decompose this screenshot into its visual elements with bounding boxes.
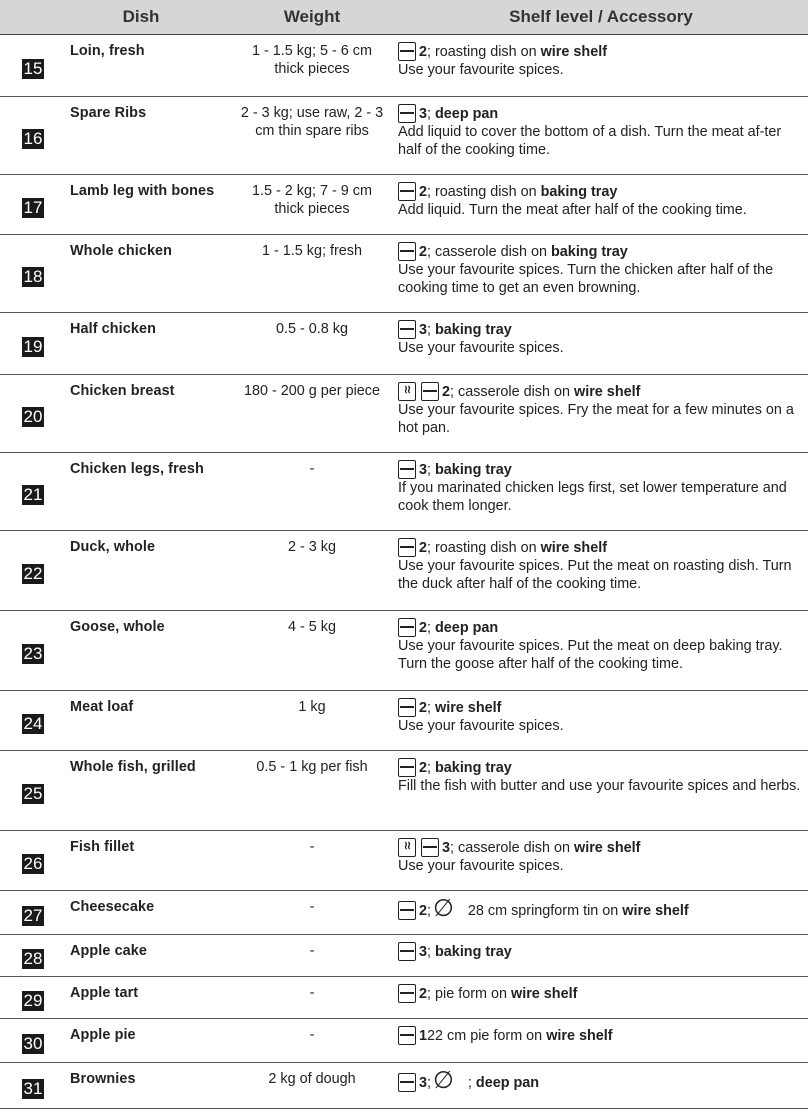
cooking-note: Use your favourite spices. — [398, 62, 564, 78]
accessory-text: ; pie form on — [427, 986, 511, 1002]
dish-name: Lamb leg with bones — [52, 175, 230, 235]
row-number-cell — [0, 977, 52, 1019]
table-row — [0, 691, 808, 751]
dish-weight: 0.5 - 1 kg per fish — [230, 751, 394, 831]
accessory-name: wire shelf — [511, 986, 578, 1002]
shelf-accessory-line — [398, 320, 804, 339]
row-number: 15 — [23, 58, 43, 78]
row-number-cell — [0, 313, 52, 375]
shelf-accessory-line — [398, 1067, 804, 1094]
accessory-name: wire shelf — [546, 1028, 613, 1044]
shelf-level-icon — [398, 320, 416, 339]
row-number-cell — [0, 35, 52, 97]
shelf-accessory-line — [398, 618, 804, 637]
shelf-cell — [394, 375, 808, 453]
dish-name: Apple cake — [52, 935, 230, 977]
shelf-level: 3 — [442, 840, 451, 856]
cooking-note: Fill the fish with butter and use your favourite spices and herbs. — [398, 778, 801, 794]
table-row — [0, 35, 808, 97]
shelf-cell — [394, 35, 808, 97]
dish-name: Brownies — [52, 1063, 230, 1109]
accessory-name: deep pan — [435, 620, 499, 636]
accessory-text: ; roasting dish on — [427, 540, 541, 556]
shelf-accessory-line — [398, 538, 804, 557]
row-number-cell — [0, 235, 52, 313]
row-number-cell — [0, 611, 52, 691]
accessory-text: ; — [467, 1075, 476, 1091]
row-number: 16 — [23, 128, 43, 148]
shelf-level-icon — [398, 1026, 416, 1045]
row-number-cell — [0, 453, 52, 531]
row-number: 22 — [23, 563, 43, 583]
cooking-note: Use your favourite spices. Put the meat on deep baking tray. Turn the goose after half of the cooking time. — [398, 638, 783, 672]
dish-weight: 1 kg — [230, 691, 394, 751]
row-number: 20 — [23, 406, 43, 426]
table-row — [0, 313, 808, 375]
row-number-cell — [0, 1019, 52, 1063]
table-row — [0, 375, 808, 453]
accessory-text: ; — [427, 322, 436, 338]
dish-name: Cheesecake — [52, 891, 230, 935]
shelf-cell — [394, 97, 808, 175]
shelf-level: 2 — [419, 184, 428, 200]
shelf-level-icon — [421, 838, 439, 857]
row-number: 18 — [23, 266, 43, 286]
dish-name: Apple pie — [52, 1019, 230, 1063]
accessory-name: deep pan — [475, 1075, 540, 1091]
accessory-name: wire shelf — [540, 44, 607, 60]
shelf-accessory-line — [398, 382, 804, 401]
accessory-text: ; — [427, 106, 436, 122]
header-num — [0, 0, 52, 35]
accessory-name: wire shelf — [574, 840, 641, 856]
shelf-level: 2 — [419, 44, 428, 60]
shelf-level: 3 — [419, 106, 428, 122]
cooking-note: Use your favourite spices. — [398, 340, 564, 356]
shelf-cell — [394, 453, 808, 531]
dish-name: Apple tart — [52, 977, 230, 1019]
row-number-cell — [0, 531, 52, 611]
row-number: 25 — [23, 783, 43, 803]
dish-name: Duck, whole — [52, 531, 230, 611]
accessory-name: wire shelf — [540, 540, 607, 556]
table-row — [0, 1019, 808, 1063]
shelf-accessory-line — [398, 1026, 804, 1045]
accessory-text: ; roasting dish on — [427, 184, 541, 200]
table-row — [0, 935, 808, 977]
dish-weight: 4 - 5 kg — [230, 611, 394, 691]
accessory-name: baking tray — [435, 462, 512, 478]
table-header-row — [0, 0, 808, 35]
shelf-accessory-line — [398, 758, 804, 777]
accessory-name: baking tray — [435, 322, 512, 338]
dish-weight: 2 - 3 kg — [230, 531, 394, 611]
accessory-text: ; roasting dish on — [427, 44, 541, 60]
dish-name: Fish fillet — [52, 831, 230, 891]
shelf-level-icon — [398, 242, 416, 261]
accessory-text: ; — [427, 760, 436, 776]
dish-weight: - — [230, 453, 394, 531]
shelf-cell — [394, 691, 808, 751]
dish-name: Spare Ribs — [52, 97, 230, 175]
accessory-name: baking tray — [551, 244, 628, 260]
row-number: 28 — [23, 948, 43, 968]
shelf-level: 2 — [419, 620, 428, 636]
shelf-accessory-line — [398, 182, 804, 201]
row-number: 24 — [23, 713, 43, 733]
shelf-level: 2 — [419, 700, 428, 716]
accessory-text: ; casserole dish on — [450, 384, 575, 400]
table-row — [0, 453, 808, 531]
row-number-cell — [0, 831, 52, 891]
dish-weight: 0.5 - 0.8 kg — [230, 313, 394, 375]
cooking-note: Add liquid to cover the bottom of a dish. Turn the meat af-ter half of the cooking time. — [398, 124, 782, 158]
accessory-name: baking tray — [435, 944, 512, 960]
table-row — [0, 977, 808, 1019]
row-number: 23 — [23, 643, 43, 663]
shelf-cell — [394, 831, 808, 891]
dish-name: Chicken breast — [52, 375, 230, 453]
shelf-level: 2 — [419, 540, 428, 556]
separator: ; — [427, 1075, 432, 1091]
shelf-cell — [394, 977, 808, 1019]
shelf-cell — [394, 235, 808, 313]
diameter-icon: ∅ — [433, 895, 454, 922]
cooking-note: Use your favourite spices. Fry the meat for a few minutes on a hot pan. — [398, 402, 794, 436]
dish-name: Half chicken — [52, 313, 230, 375]
accessory-name: baking tray — [540, 184, 618, 200]
accessory-text: ; — [427, 700, 436, 716]
accessory-name: wire shelf — [574, 384, 641, 400]
table-row — [0, 611, 808, 691]
accessory-name: baking tray — [435, 760, 512, 776]
accessory-text: ; — [427, 462, 436, 478]
shelf-level-icon — [398, 182, 416, 201]
dish-name: Chicken legs, fresh — [52, 453, 230, 531]
shelf-accessory-line — [398, 104, 804, 123]
dish-weight: 1 - 1.5 kg; 5 - 6 cm thick pieces — [230, 35, 394, 97]
row-number: 29 — [23, 990, 43, 1010]
table-row — [0, 235, 808, 313]
dish-weight: - — [230, 935, 394, 977]
shelf-accessory-line — [398, 984, 804, 1003]
shelf-cell — [394, 751, 808, 831]
shelf-accessory-line — [398, 698, 804, 717]
row-number: 31 — [23, 1078, 43, 1098]
shelf-level-icon — [398, 758, 416, 777]
shelf-level-icon — [398, 1073, 416, 1092]
accessory-name: wire shelf — [622, 903, 689, 919]
dish-name: Goose, whole — [52, 611, 230, 691]
accessory-text: 28 cm springform tin on — [467, 903, 623, 919]
shelf-level-icon — [398, 698, 416, 717]
top-bottom-heat-icon: ≀≀ — [398, 382, 416, 401]
row-number: 19 — [23, 336, 43, 356]
cooking-note: Use your favourite spices. Put the meat on roasting dish. Turn the duck after half of the cooking time. — [398, 558, 792, 592]
shelf-level-icon — [398, 42, 416, 61]
row-number: 30 — [23, 1033, 43, 1053]
row-number-cell — [0, 751, 52, 831]
separator: ; — [427, 903, 432, 919]
shelf-accessory-line — [398, 838, 804, 857]
shelf-cell — [394, 1019, 808, 1063]
accessory-text: ; — [427, 620, 436, 636]
shelf-accessory-line — [398, 242, 804, 261]
row-number: 17 — [23, 197, 43, 217]
shelf-level: 3 — [419, 322, 428, 338]
cooking-note: Use your favourite spices. Turn the chicken after half of the cooking time to get an even browning. — [398, 262, 774, 296]
shelf-level: 3 — [419, 944, 428, 960]
row-number-cell — [0, 935, 52, 977]
dish-name: Whole chicken — [52, 235, 230, 313]
row-number-cell — [0, 175, 52, 235]
diameter-icon: ∅ — [433, 1067, 454, 1094]
header-weight: Weight — [230, 0, 394, 35]
dish-weight: - — [230, 977, 394, 1019]
table-row — [0, 831, 808, 891]
shelf-cell — [394, 611, 808, 691]
shelf-level: 3 — [419, 462, 428, 478]
dish-weight: - — [230, 831, 394, 891]
shelf-accessory-line — [398, 460, 804, 479]
shelf-accessory-line — [398, 42, 804, 61]
shelf-level-icon — [398, 538, 416, 557]
table-row — [0, 531, 808, 611]
accessory-name: wire shelf — [435, 700, 502, 716]
shelf-accessory-line — [398, 942, 804, 961]
table-row — [0, 1063, 808, 1109]
shelf-cell — [394, 1063, 808, 1109]
shelf-cell — [394, 175, 808, 235]
row-number-cell — [0, 375, 52, 453]
shelf-level: 2 — [442, 384, 451, 400]
header-dish: Dish — [52, 0, 230, 35]
shelf-level-icon — [398, 460, 416, 479]
cooking-note: Add liquid. Turn the meat after half of the cooking time. — [398, 202, 747, 218]
shelf-level: 2 — [419, 986, 428, 1002]
accessory-name: deep pan — [435, 106, 499, 122]
row-number: 27 — [23, 905, 43, 925]
dish-weight: - — [230, 1019, 394, 1063]
cooking-note: Use your favourite spices. — [398, 858, 564, 874]
dish-weight: 2 - 3 kg; use raw, 2 - 3 cm thin spare ribs — [230, 97, 394, 175]
shelf-cell — [394, 531, 808, 611]
dish-weight: 1.5 - 2 kg; 7 - 9 cm thick pieces — [230, 175, 394, 235]
dish-weight: 180 - 200 g per piece — [230, 375, 394, 453]
table-row — [0, 891, 808, 935]
shelf-level-icon — [398, 901, 416, 920]
shelf-cell — [394, 313, 808, 375]
row-number: 26 — [23, 853, 43, 873]
shelf-level-icon — [398, 942, 416, 961]
shelf-level-icon — [421, 382, 439, 401]
table-row — [0, 175, 808, 235]
accessory-text: ; — [427, 944, 436, 960]
shelf-level-icon — [398, 984, 416, 1003]
row-number-cell — [0, 691, 52, 751]
row-number-cell — [0, 1063, 52, 1109]
accessory-text: ; casserole dish on — [427, 244, 552, 260]
shelf-cell — [394, 935, 808, 977]
shelf-level: 2 — [419, 760, 428, 776]
table-row — [0, 751, 808, 831]
dish-weight: - — [230, 891, 394, 935]
dish-name: Whole fish, grilled — [52, 751, 230, 831]
accessory-text: 22 cm pie form on — [427, 1028, 547, 1044]
dish-name: Meat loaf — [52, 691, 230, 751]
shelf-level: 1 — [419, 1028, 428, 1044]
row-number-cell — [0, 891, 52, 935]
shelf-level-icon — [398, 618, 416, 637]
shelf-level: 2 — [419, 244, 428, 260]
dish-weight: 2 kg of dough — [230, 1063, 394, 1109]
shelf-cell — [394, 891, 808, 935]
shelf-level: 2 — [419, 903, 428, 919]
cooking-note: Use your favourite spices. — [398, 718, 564, 734]
row-number-cell — [0, 97, 52, 175]
shelf-accessory-line — [398, 895, 804, 922]
cooking-note: If you marinated chicken legs first, set lower temperature and cook them longer. — [398, 480, 787, 514]
row-number: 21 — [23, 484, 43, 504]
header-shelf: Shelf level / Accessory — [394, 0, 808, 35]
dish-weight: 1 - 1.5 kg; fresh — [230, 235, 394, 313]
shelf-level: 3 — [419, 1075, 428, 1091]
shelf-level-icon — [398, 104, 416, 123]
table-row — [0, 97, 808, 175]
dish-name: Loin, fresh — [52, 35, 230, 97]
top-bottom-heat-icon: ≀≀ — [398, 838, 416, 857]
accessory-text: ; casserole dish on — [450, 840, 575, 856]
